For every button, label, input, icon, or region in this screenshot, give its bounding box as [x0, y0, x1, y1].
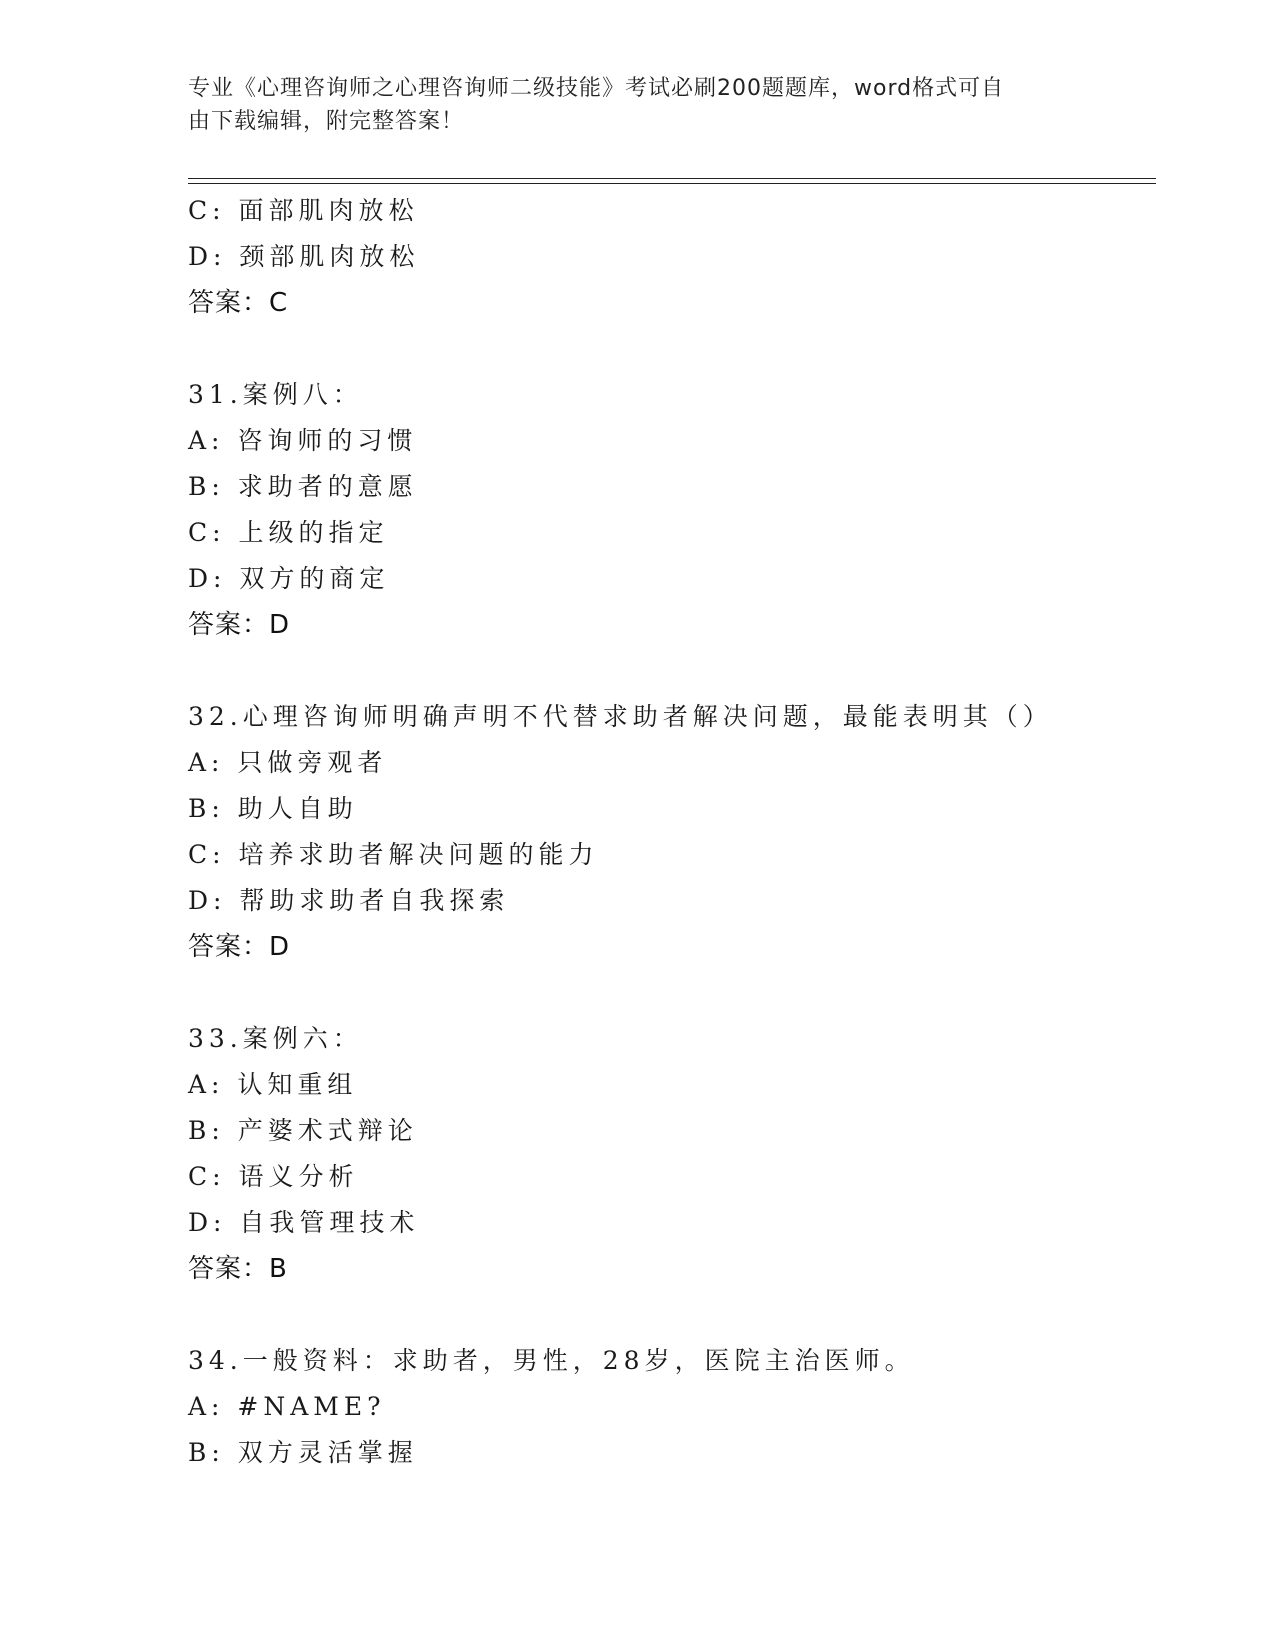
question-32	[188, 694, 1148, 970]
option-b: B: 求助者的意愿	[188, 472, 418, 501]
header-divider-bottom	[188, 183, 1156, 184]
option-d: D: 双方的商定	[188, 564, 390, 593]
question-30-continuation	[188, 188, 1148, 326]
question-33	[188, 1016, 1148, 1292]
question-list	[188, 188, 1148, 1476]
header-line-1: 专业《心理咨询师之心理咨询师二级技能》考试必刷200题题库，word格式可自	[188, 76, 1005, 101]
answer-label: 答案：D	[188, 610, 291, 640]
question-34	[188, 1338, 1148, 1476]
option-a: A: 只做旁观者	[188, 748, 388, 777]
answer-label: 答案：B	[188, 1254, 288, 1284]
option-c: C: 培养求助者解决问题的能力	[188, 840, 599, 869]
spacer	[188, 970, 1148, 1016]
option-c: C: 语义分析	[188, 1162, 359, 1191]
option-c: C: 面部肌肉放松	[188, 196, 419, 225]
option-d: D: 帮助求助者自我探索	[188, 886, 510, 915]
question-stem: 34.一般资料：求助者，男性，28岁，医院主治医师。	[188, 1346, 915, 1375]
option-a: A: #NAME?	[188, 1392, 386, 1421]
option-b: B: 双方灵活掌握	[188, 1438, 418, 1467]
header-divider-top	[188, 178, 1156, 179]
option-b: B: 产婆术式辩论	[188, 1116, 418, 1145]
answer-label: 答案：C	[188, 288, 289, 318]
spacer	[188, 1292, 1148, 1338]
option-b: B: 助人自助	[188, 794, 358, 823]
option-d: D: 自我管理技术	[188, 1208, 420, 1237]
question-stem: 31.案例八：	[188, 380, 363, 409]
option-d: D: 颈部肌肉放松	[188, 242, 420, 271]
question-stem: 33.案例六：	[188, 1024, 363, 1053]
document-header	[188, 72, 1088, 138]
spacer	[188, 648, 1148, 694]
question-stem: 32.心理咨询师明确声明不代替求助者解决问题，最能表明其（）	[188, 702, 1053, 731]
option-c: C: 上级的指定	[188, 518, 389, 547]
option-a: A: 咨询师的习惯	[188, 426, 418, 455]
answer-label: 答案：D	[188, 932, 291, 962]
header-line-2: 由下载编辑，附完整答案！	[188, 109, 465, 134]
question-31	[188, 372, 1148, 648]
spacer	[188, 326, 1148, 372]
option-a: A: 认知重组	[188, 1070, 358, 1099]
